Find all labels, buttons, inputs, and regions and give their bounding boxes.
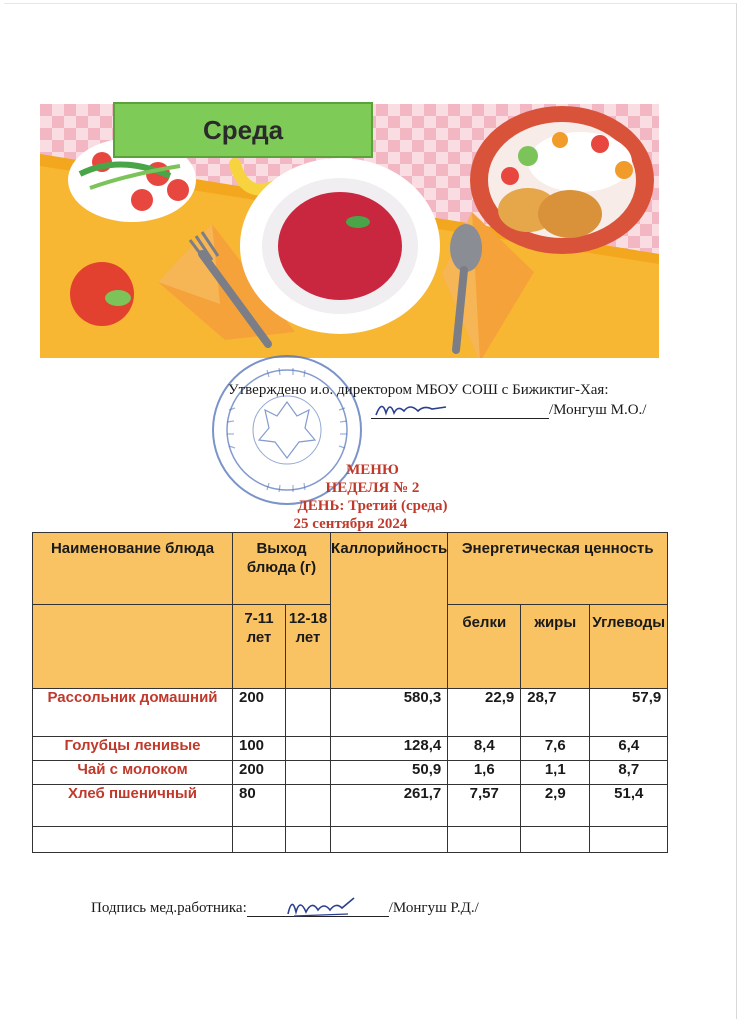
portion-7-11: 80 xyxy=(233,785,286,827)
calories: 261,7 xyxy=(331,785,448,827)
header-carbs: Углеводы xyxy=(590,605,668,689)
menu-table xyxy=(32,532,668,853)
header-energy: Энергетическая ценность xyxy=(448,533,668,605)
day-title: ДЕНЬ: Третий (среда) xyxy=(297,498,448,514)
proteins: 7,57 xyxy=(448,785,521,827)
table-row-empty xyxy=(33,827,668,853)
week-title: НЕДЕЛЯ № 2 xyxy=(325,480,420,496)
approval-text: Утверждено и.о. директором МБОУ СОШ с Бижиктиг-Хая: xyxy=(228,382,609,398)
table-row xyxy=(33,737,668,761)
calories: 50,9 xyxy=(331,761,448,785)
director-name: /Монгуш М.О./ xyxy=(549,402,647,418)
carbs: 57,9 xyxy=(590,689,668,737)
director-signature xyxy=(372,395,452,426)
fats: 2,9 xyxy=(521,785,590,827)
dish-name: Хлеб пшеничный xyxy=(33,785,233,827)
medical-signature xyxy=(284,890,364,925)
header-fats: жиры xyxy=(521,605,590,689)
fats: 1,1 xyxy=(521,761,590,785)
portion-7-11: 200 xyxy=(233,689,286,737)
carbs: 6,4 xyxy=(590,737,668,761)
header-portion: Выход блюда (г) xyxy=(233,533,331,605)
header-calories: Каллорийность xyxy=(331,533,448,689)
header-dish-empty xyxy=(33,605,233,689)
medical-signature-label: Подпись мед.работника: xyxy=(91,900,247,916)
portion-12-18 xyxy=(286,689,331,737)
menu-title: МЕНЮ xyxy=(346,462,399,478)
header-age-12-18: 12-18 лет xyxy=(286,605,331,689)
portion-12-18 xyxy=(286,761,331,785)
table-row xyxy=(33,689,668,737)
calories: 128,4 xyxy=(331,737,448,761)
portion-7-11: 100 xyxy=(233,737,286,761)
day-label: Среда xyxy=(113,102,373,158)
proteins: 8,4 xyxy=(448,737,521,761)
portion-12-18 xyxy=(286,785,331,827)
header-dish: Наименование блюда xyxy=(33,533,233,605)
portion-12-18 xyxy=(286,737,331,761)
carbs: 8,7 xyxy=(590,761,668,785)
fats: 7,6 xyxy=(521,737,590,761)
proteins: 22,9 xyxy=(448,689,521,737)
header-age-7-11: 7-11 лет xyxy=(233,605,286,689)
fats: 28,7 xyxy=(521,689,590,737)
calories: 580,3 xyxy=(331,689,448,737)
proteins: 1,6 xyxy=(448,761,521,785)
dish-name: Голубцы ленивые xyxy=(33,737,233,761)
portion-7-11: 200 xyxy=(233,761,286,785)
table-row xyxy=(33,761,668,785)
dish-name: Чай с молоком xyxy=(33,761,233,785)
carbs: 51,4 xyxy=(590,785,668,827)
date-title: 25 сентября 2024 xyxy=(293,516,408,532)
header-proteins: белки xyxy=(448,605,521,689)
table-row xyxy=(33,785,668,827)
dish-name: Рассольник домашний xyxy=(33,689,233,737)
medical-worker-name: /Монгуш Р.Д./ xyxy=(388,900,479,916)
